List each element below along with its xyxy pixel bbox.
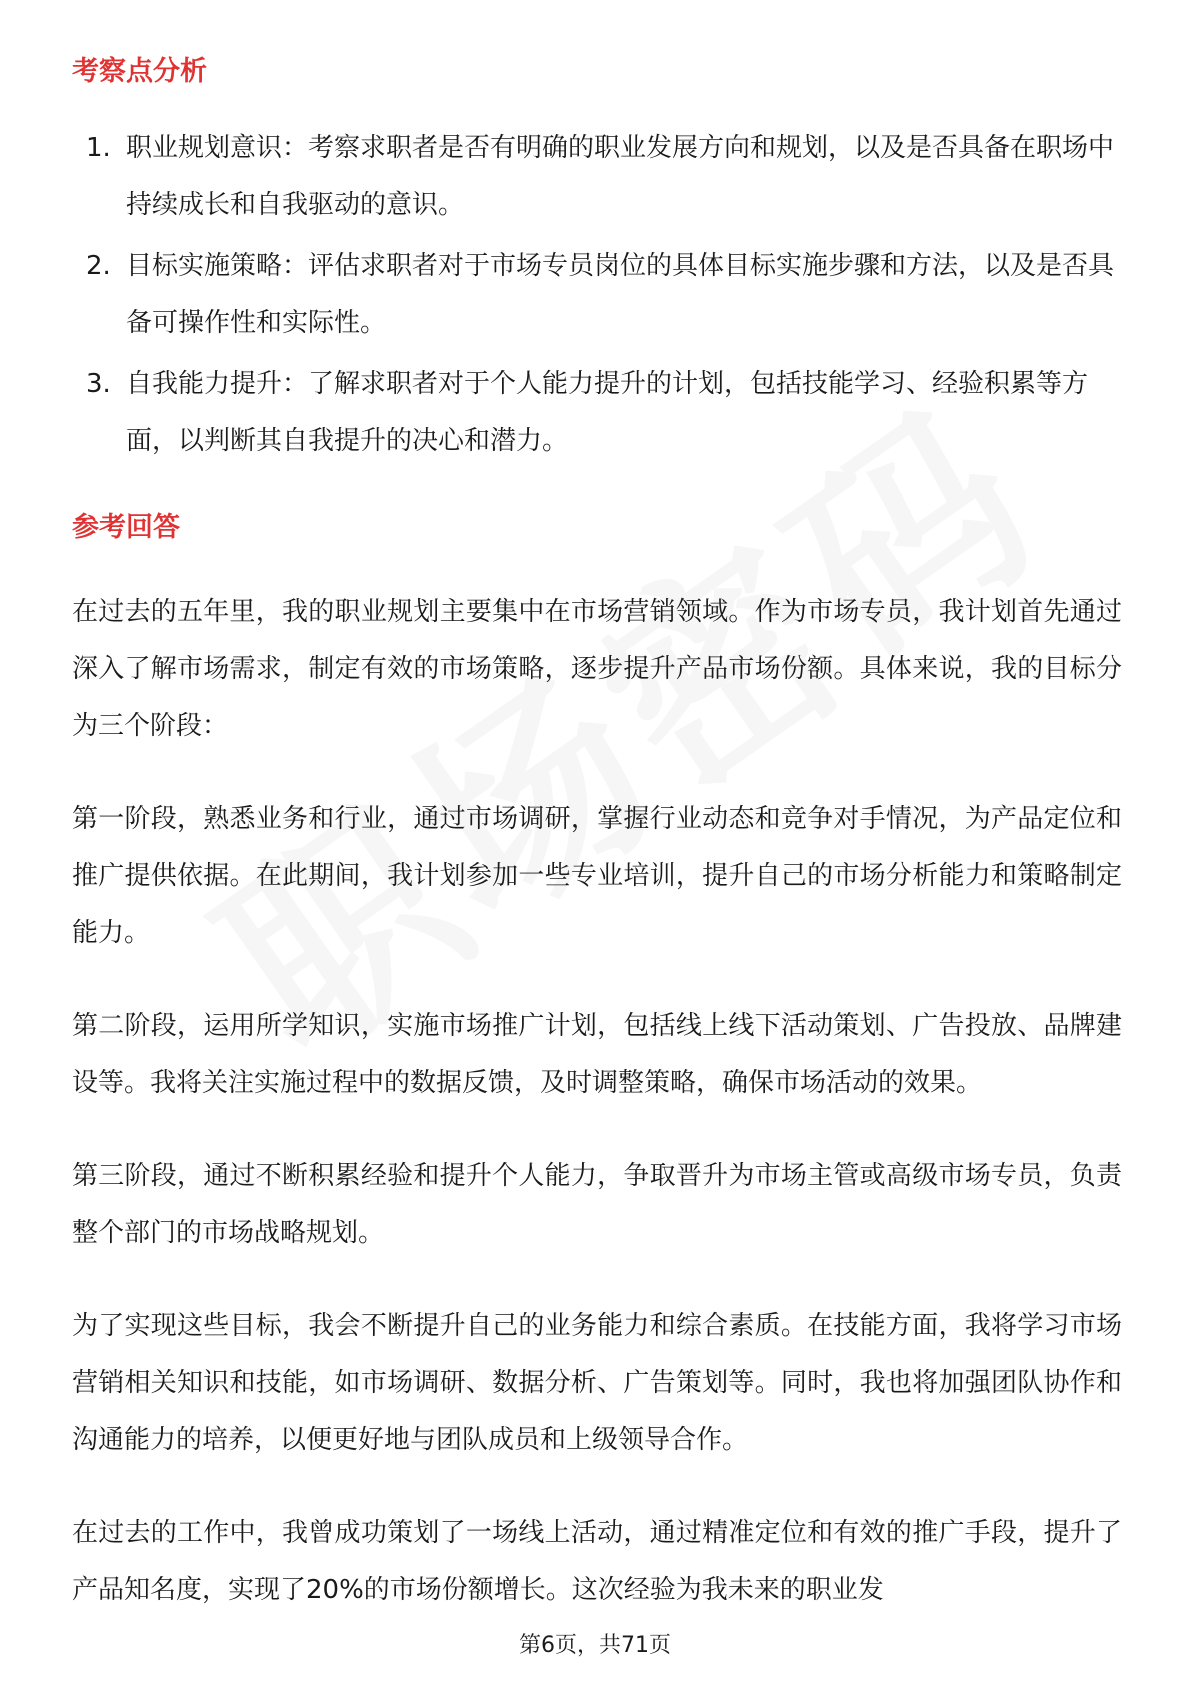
list-number: 1. [86,133,111,163]
document-body [72,48,1122,1619]
page-footer: 第6页，共71页 [519,1633,671,1658]
answer-paragraph: 第三阶段，通过不断积累经验和提升个人能力，争取晋升为市场主管或高级市场专员，负责整个部门的市场战略规划。 [72,1161,1122,1248]
list-item-text: 自我能力提升：了解求职者对于个人能力提升的计划，包括技能学习、经验积累等方面，以判断其自我提升的决心和潜力。 [126,369,1089,456]
list-item [72,120,1122,234]
answer-paragraph: 在过去的工作中，我曾成功策划了一场线上活动，通过精准定位和有效的推广手段，提升了产品知名度，实现了20%的市场份额增长。这次经验为我未来的职业发 [72,1518,1122,1605]
answer-paragraph: 在过去的五年里，我的职业规划主要集中在市场营销领域。作为市场专员，我计划首先通过深入了解市场需求，制定有效的市场策略，逐步提升产品市场份额。具体来说，我的目标分为三个阶段： [72,597,1122,741]
list-number: 2. [86,251,111,281]
answer-paragraph: 为了实现这些目标，我会不断提升自己的业务能力和综合素质。在技能方面，我将学习市场营销相关知识和技能，如市场调研、数据分析、广告策划等。同时，我也将加强团队协作和沟通能力的培养，以便更好地与团队成员和上级领导合作。 [72,1311,1122,1455]
analysis-heading: 考察点分析 [72,56,207,87]
list-item-text: 职业规划意识：考察求职者是否有明确的职业发展方向和规划，以及是否具备在职场中持续成长和自我驱动的意识。 [126,133,1115,220]
analysis-list [72,120,1122,470]
list-number: 3. [86,369,111,399]
list-item [72,356,1122,470]
answer-heading: 参考回答 [72,512,180,543]
answer-paragraph: 第一阶段，熟悉业务和行业，通过市场调研，掌握行业动态和竞争对手情况，为产品定位和推广提供依据。在此期间，我计划参加一些专业培训，提升自己的市场分析能力和策略制定能力。 [72,804,1122,948]
answer-paragraph: 第二阶段，运用所学知识，实施市场推广计划，包括线上线下活动策划、广告投放、品牌建设等。我将关注实施过程中的数据反馈，及时调整策略，确保市场活动的效果。 [72,1011,1122,1098]
list-item-text: 目标实施策略：评估求职者对于市场专员岗位的具体目标实施步骤和方法，以及是否具备可操作性和实际性。 [126,251,1115,338]
list-item [72,238,1122,352]
